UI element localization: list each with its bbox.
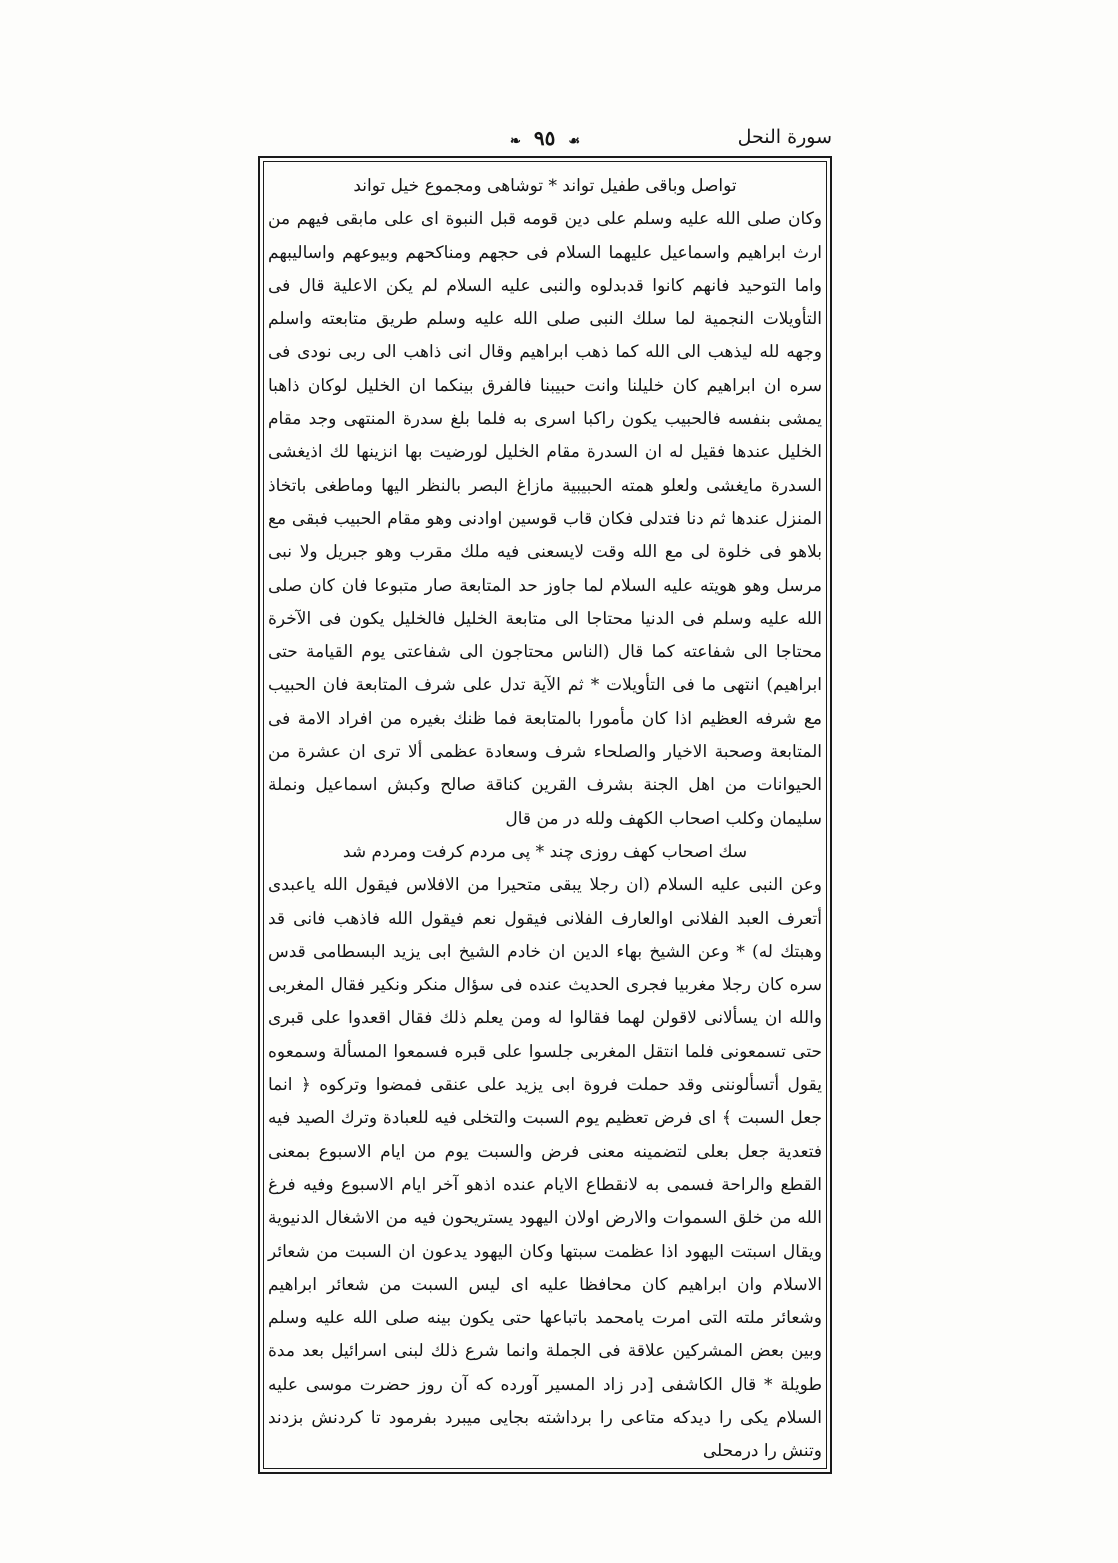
verse-line-2: سك اصحاب كهف روزى چند * پى مردم كرفت ومردم شد xyxy=(342,841,748,862)
surah-name: سورة النحل xyxy=(737,126,832,148)
ornament-left-icon: ❧ xyxy=(510,134,521,149)
paragraph-1: وكان صلى الله عليه وسلم على دين قومه قبل النبوة اى على مابقى فيهم من ارث ابراهيم واسماعيل عليهما السلام فى حجهم ومناكحهم وبيوعهم واساليبهم واما التوحيد فانهم كانوا قدبدلوه والنبى عليه السلام لم يكن الاعلية قال فى التأويلات النجمية لما سلك النبى صلى الله عليه وسلم طريق متابعته واسلم وجهه لله ليذهب الى الله كما ذهب ابراهيم وقال انى ذاهب الى ربى نودى فى سره ان ابراهيم كان خليلنا وانت حبيبنا فالفرق بينكما ان الخليل لوكان ذاهبا يمشى بنفسه فالحبيب يكون راكبا اسرى به فلما بلغ سدرة المنتهى وجد مقام الخليل عندها فقيل له ان السدرة مقام الخليل لورضيت بها انزينها لك اذيغشى السدرة مايغشى ولعلو همته الحبيبية مازاغ البصر بالنظر اليها وماطغى باتخاذ المنزل عندها ثم دنا فتدلى فكان قاب قوسين اوادنى وهو مقام الحبيب فبقى مع بلاهو فى خلوة لى مع الله وقت لايسعنى فيه ملك مقرب وهو جبريل ولا نبى مرسل وهو هويته عليه السلام لما جاوز حد المتابعة صار متبوعا فان كان صلى الله عليه وسلم فى الدنيا محتاجا الى متابعة الخليل فالخليل يكون فى الآخرة محتاجا الى شفاعته كما قال (الناس محتاجون الى شفاعتى يوم القيامة حتى ابراهيم) انتهى ما فى التأويلات * ثم الآية تدل على شرف المتابعة فان الحبيب مع شرفه العظيم اذا كان مأمورا بالمتابعة فما ظنك بغيره من افراد الامة فى المتابعة وصحبة الاخيار والصلحاء شرف وسعادة عظمى ألا ترى ان عشرة من الحيوانات من اهل الجنة بشرف القرين كناقة صالح وكبش اسماعيل ونملة سليمان وكلب اصحاب الكهف ولله در من قال xyxy=(268,209,822,829)
text-body xyxy=(268,170,822,1469)
verse-line-1: تواصل وباقى طفيل تواند * توشاهى ومجموع خيل تواند xyxy=(353,176,737,196)
page-number-block xyxy=(504,126,586,150)
page-header xyxy=(258,126,832,154)
paragraph-2: وعن النبى عليه السلام (ان رجلا يبقى متحيرا من الافلاس فيقول الله ياعبدى أتعرف العبد الفلانى اوالعارف الفلانى فيقول نعم فيقول الله فاذهب فانى قد وهبتك له) * وعن الشيخ بهاء الدين ان خادم الشيخ ابى يزيد البسطامى قدس سره كان رجلا مغربيا فجرى الحديث عنده فى سؤال منكر ونكير فقال المغربى والله ان يسألانى لاقولن لهما فقالوا له ومن يعلم ذلك فقال اقعدوا على قبرى حتى تسمعونى فلما انتقل المغربى جلسوا على قبره فسمعوا المسألة وسمعوه يقول أتسألوننى وقد حملت فروة ابى يزيد على عنقى فمضوا وتركوه ﴿ انما جعل السبت ﴾ اى فرض تعظيم يوم السبت والتخلى فيه للعبادة وترك الصيد فيه فتعدية جعل بعلى لتضمينه معنى فرض والسبت يوم من ايام الاسبوع بمعنى القطع والراحة فسمى به لانقطاع الايام عنده اذهو آخر ايام الاسبوع وفيه فرغ الله من خلق السموات والارض اولان اليهود يستريحون فيه من الاشغال الدنيوية ويقال اسبتت اليهود اذا عظمت سبتها وكان اليهود يدعون ان السبت من شعائر الاسلام وان ابراهيم كان محافظا عليه اى ليس السبت من شعائر ابراهيم وشعائر ملته التى امرت يامحمد باتباعها حتى يكون بينه صلى الله عليه وسلم وبين بعض المشركين علاقة فى الجملة وانما شرع ذلك لبنى اسرائيل بعد مدة طويلة * قال الكاشفى [در زاد المسير آورده كه آن روز حضرت موسى عليه السلام يكى را ديدكه متاعى را برداشته بجايى ميبرد بفرمود تا كردنش بزدند وتنش را درمحلى xyxy=(268,875,822,1462)
page-number: ٩٥ xyxy=(533,126,556,150)
ornament-right-icon: ☙ xyxy=(568,134,580,149)
